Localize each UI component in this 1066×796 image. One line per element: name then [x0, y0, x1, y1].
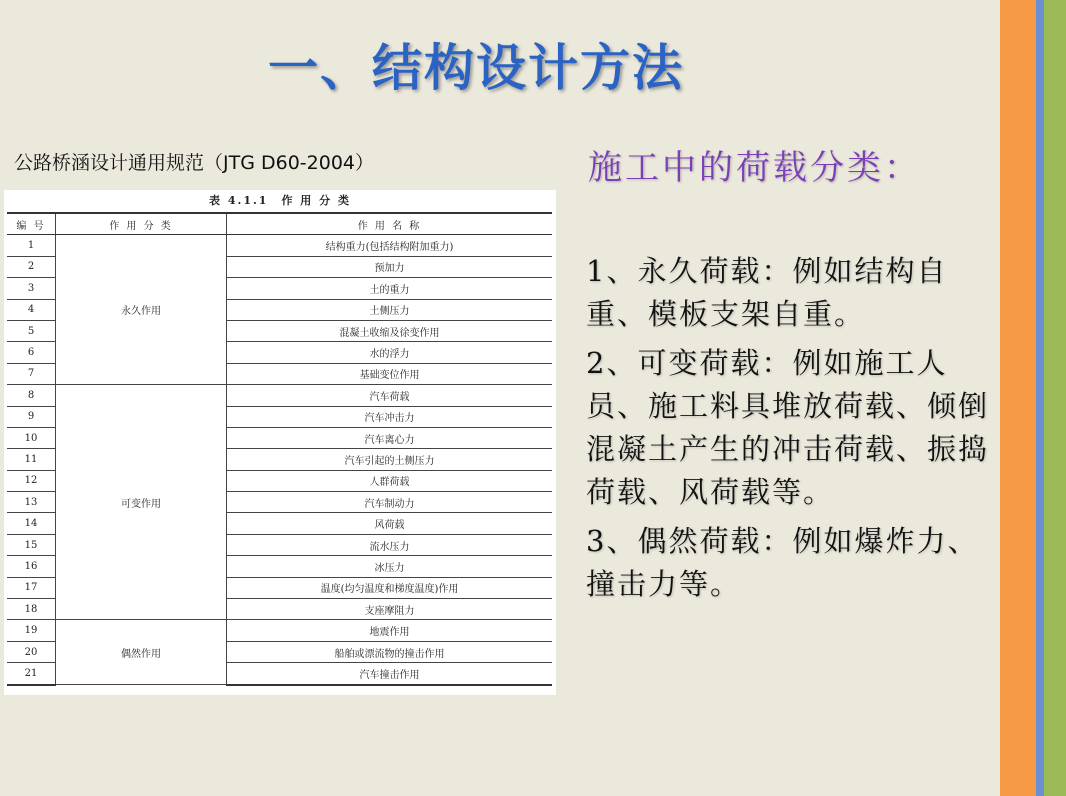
- load-items-list: [586, 250, 996, 612]
- row-action-name: 流水压力: [227, 534, 553, 555]
- reference-caption: 公路桥涵设计通用规范（JTG D60-2004）: [14, 152, 374, 174]
- decor-stripe-green: [1044, 0, 1066, 796]
- row-number: 10: [7, 427, 56, 448]
- row-number: 13: [7, 492, 56, 513]
- load-classification-table-image: [4, 190, 556, 695]
- header-category: 作 用 分 类: [56, 213, 227, 235]
- row-action-name: 冰压力: [227, 556, 553, 577]
- row-category: 永久作用: [56, 235, 227, 385]
- load-item-accidental: 3、偶然荷载：例如爆炸力、撞击力等。: [586, 524, 979, 601]
- row-number: 21: [7, 663, 56, 685]
- row-category: 偶然作用: [56, 620, 227, 685]
- row-number: 19: [7, 620, 56, 641]
- row-action-name: 汽车荷载: [227, 385, 553, 406]
- table-row: [7, 620, 552, 641]
- row-number: 3: [7, 278, 56, 299]
- row-action-name: 风荷载: [227, 513, 553, 534]
- row-action-name: 地震作用: [227, 620, 553, 641]
- table-row: [7, 385, 552, 406]
- row-action-name: 基础变位作用: [227, 363, 553, 384]
- row-action-name: 温度(均匀温度和梯度温度)作用: [227, 577, 553, 598]
- row-action-name: 汽车撞击作用: [227, 663, 553, 685]
- table-row: [7, 235, 552, 256]
- row-action-name: 预加力: [227, 256, 553, 277]
- row-action-name: 汽车离心力: [227, 427, 553, 448]
- load-classification-heading: 施工中的荷载分类：: [588, 148, 921, 188]
- header-number: 编 号: [7, 213, 56, 235]
- table-body: [7, 235, 552, 685]
- row-action-name: 船舶或漂流物的撞击作用: [227, 641, 553, 662]
- row-number: 17: [7, 577, 56, 598]
- load-classification-table: [7, 212, 552, 686]
- row-action-name: 土的重力: [227, 278, 553, 299]
- row-number: 11: [7, 449, 56, 470]
- decor-stripe-blue: [1036, 0, 1044, 796]
- row-action-name: 混凝土收缩及徐变作用: [227, 320, 553, 341]
- row-number: 12: [7, 470, 56, 491]
- row-number: 7: [7, 363, 56, 384]
- row-number: 1: [7, 235, 56, 256]
- table-caption: 表 4.1.1 作 用 分 类: [209, 194, 351, 207]
- row-action-name: 结构重力(包括结构附加重力): [227, 235, 553, 256]
- row-number: 6: [7, 342, 56, 363]
- row-number: 20: [7, 641, 56, 662]
- row-number: 16: [7, 556, 56, 577]
- row-action-name: 汽车引起的土侧压力: [227, 449, 553, 470]
- load-item-permanent: 1、永久荷载：例如结构自重、模板支架自重。: [586, 254, 948, 331]
- row-number: 4: [7, 299, 56, 320]
- header-action-name: 作 用 名 称: [227, 213, 553, 235]
- decor-stripe-orange: [1000, 0, 1036, 796]
- row-action-name: 人群荷载: [227, 470, 553, 491]
- row-number: 14: [7, 513, 56, 534]
- row-number: 2: [7, 256, 56, 277]
- slide-title: 一、结构设计方法: [268, 39, 684, 97]
- load-item-variable: 2、可变荷载：例如施工人员、施工料具堆放荷载、倾倒混凝土产生的冲击荷载、振捣荷载、风荷载等。: [586, 346, 990, 509]
- row-action-name: 水的浮力: [227, 342, 553, 363]
- table-header-row: [7, 213, 552, 235]
- row-number: 15: [7, 534, 56, 555]
- row-number: 18: [7, 599, 56, 620]
- row-action-name: 土侧压力: [227, 299, 553, 320]
- row-action-name: 汽车制动力: [227, 492, 553, 513]
- row-number: 9: [7, 406, 56, 427]
- row-category: 可变作用: [56, 385, 227, 620]
- row-action-name: 支座摩阻力: [227, 599, 553, 620]
- row-number: 8: [7, 385, 56, 406]
- row-number: 5: [7, 320, 56, 341]
- row-action-name: 汽车冲击力: [227, 406, 553, 427]
